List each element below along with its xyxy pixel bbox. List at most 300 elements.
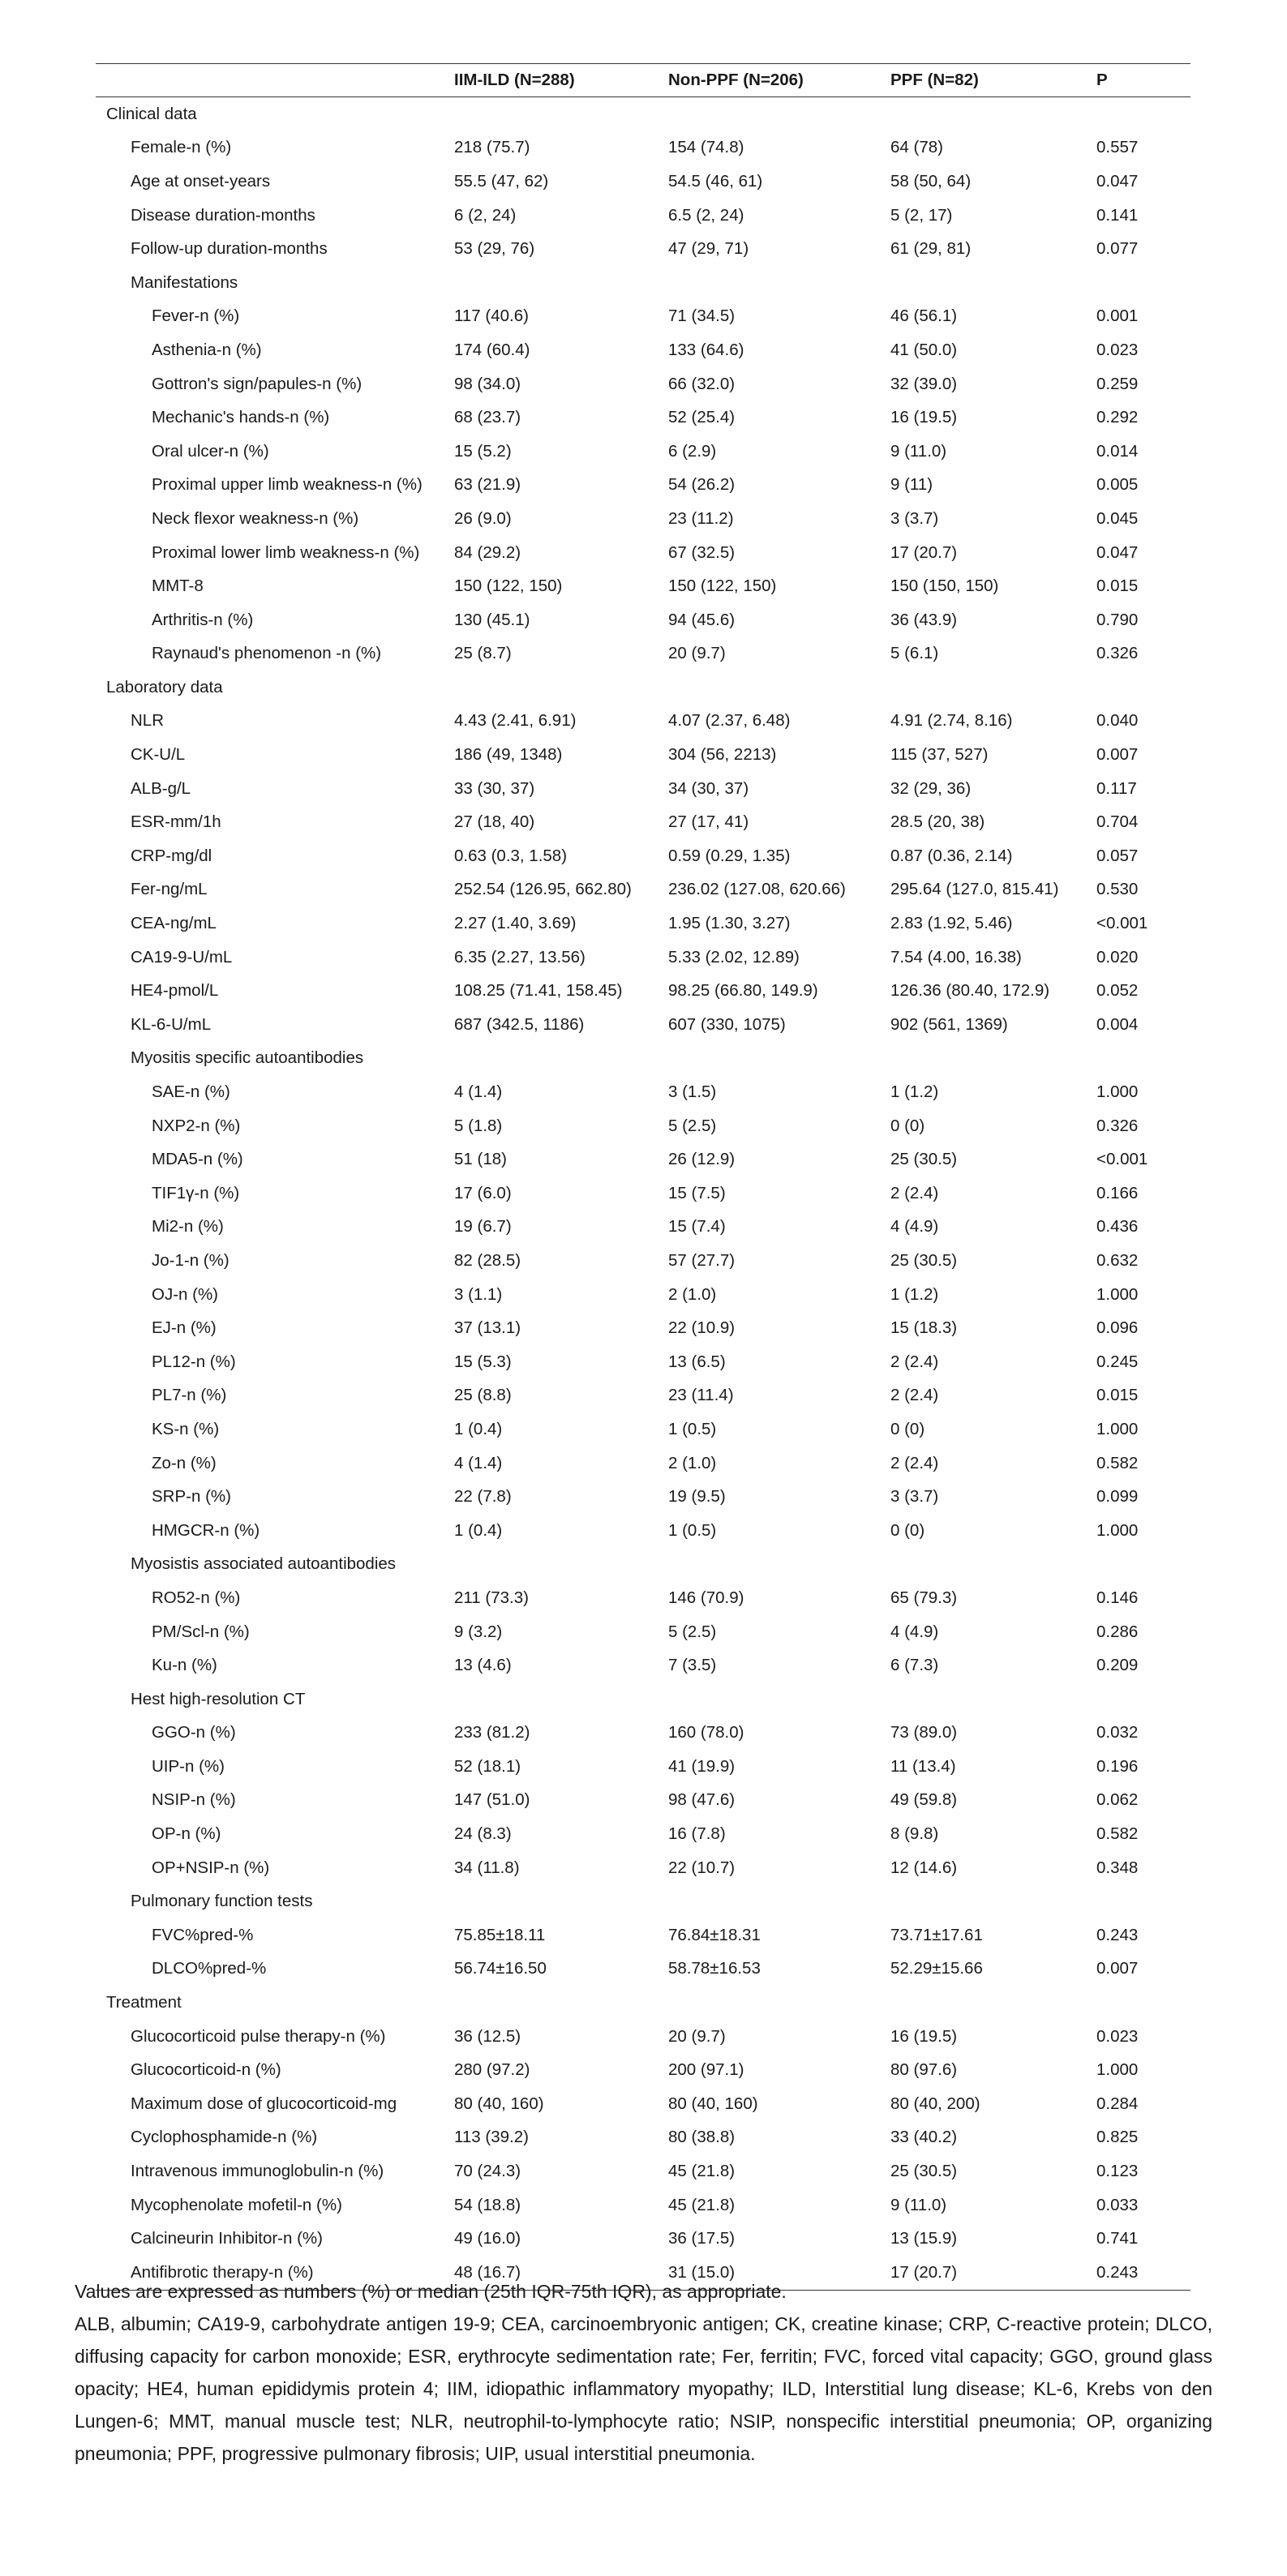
- p-value-cell: [1096, 97, 1190, 131]
- iim-ild-cell: 15 (5.2): [454, 441, 512, 461]
- p-value-cell: 0.062: [1096, 1790, 1139, 1810]
- table-row: [96, 2020, 1190, 2054]
- iim-ild-cell: 19 (6.7): [454, 1217, 512, 1237]
- p-value-cell: 0.209: [1096, 1656, 1139, 1675]
- p-value-cell: [1096, 1548, 1190, 1582]
- variable-cell: GGO-n (%): [152, 1723, 236, 1742]
- table-row: [96, 1952, 1190, 1987]
- ppf-cell: [890, 1042, 1096, 1076]
- non-ppf-cell: 150 (122, 150): [668, 576, 777, 596]
- iim-ild-cell: 25 (8.7): [454, 644, 512, 663]
- ppf-cell: 2 (2.4): [890, 1453, 939, 1472]
- iim-ild-cell: 26 (9.0): [454, 508, 512, 528]
- table-row: [96, 974, 1190, 1008]
- non-ppf-cell: 15 (7.4): [668, 1217, 726, 1237]
- variable-cell: Zo-n (%): [152, 1453, 217, 1472]
- ppf-cell: [890, 671, 1096, 705]
- iim-ild-cell: [454, 97, 668, 131]
- variable-cell: Fer-ng/mL: [131, 880, 208, 899]
- variable-cell: ESR-mm/1h: [131, 812, 221, 832]
- p-value-cell: 0.557: [1096, 138, 1139, 157]
- iim-ild-cell: 49 (16.0): [454, 2229, 521, 2248]
- non-ppf-cell: 4.07 (2.37, 6.48): [668, 711, 791, 731]
- variable-cell: MMT-8: [152, 576, 204, 596]
- ppf-cell: 36 (43.9): [890, 610, 958, 629]
- variable-cell: ALB-g/L: [131, 778, 191, 798]
- table-row: [96, 2222, 1190, 2256]
- non-ppf-cell: 607 (330, 1075): [668, 1014, 786, 1034]
- table-row: [96, 232, 1190, 266]
- variable-cell: FVC%pred-%: [152, 1925, 254, 1944]
- iim-ild-cell: 0.63 (0.3, 1.58): [454, 846, 568, 865]
- table-row: [96, 1244, 1190, 1278]
- p-value-cell: 0.790: [1096, 610, 1139, 629]
- p-value-cell: 0.741: [1096, 2229, 1139, 2248]
- iim-ild-cell: 108.25 (71.41, 158.45): [454, 981, 623, 1001]
- p-value-cell: 0.047: [1096, 171, 1139, 191]
- ppf-cell: [890, 1884, 1096, 1918]
- table-row: [96, 1177, 1190, 1211]
- iim-ild-cell: 17 (6.0): [454, 1183, 512, 1202]
- non-ppf-cell: 2 (1.0): [668, 1284, 717, 1304]
- iim-ild-cell: 2.27 (1.40, 3.69): [454, 914, 577, 933]
- non-ppf-cell: 26 (12.9): [668, 1150, 736, 1169]
- non-ppf-cell: 5.33 (2.02, 12.89): [668, 947, 800, 967]
- data-table: [96, 63, 1190, 2291]
- header-iim-ild: IIM-ILD (N=288): [454, 64, 668, 97]
- p-value-cell: 0.005: [1096, 475, 1139, 495]
- ppf-cell: 0 (0): [890, 1419, 925, 1438]
- table-row: [96, 435, 1190, 469]
- table-row: [96, 1075, 1190, 1109]
- ppf-cell: 0.87 (0.36, 2.14): [890, 846, 1013, 865]
- iim-ild-cell: 687 (342.5, 1186): [454, 1014, 585, 1034]
- ppf-cell: 32 (39.0): [890, 374, 958, 393]
- ppf-cell: 73.71±17.61: [890, 1925, 983, 1944]
- table-row: [96, 300, 1190, 334]
- variable-cell: Jo-1-n (%): [152, 1250, 230, 1270]
- iim-ild-cell: 6 (2, 24): [454, 205, 517, 225]
- p-value-cell: 0.045: [1096, 508, 1139, 528]
- ppf-cell: 126.36 (80.40, 172.9): [890, 981, 1050, 1001]
- table-row: [96, 2188, 1190, 2222]
- non-ppf-cell: 80 (38.8): [668, 2128, 736, 2147]
- values-note: Values are expressed as numbers (%) or median (25th IQR-75th IQR), as appropriate.: [75, 2281, 787, 2302]
- table-row: [96, 401, 1190, 435]
- non-ppf-cell: 57 (27.7): [668, 1250, 736, 1270]
- non-ppf-cell: 5 (2.5): [668, 1622, 717, 1641]
- iim-ild-cell: 1 (0.4): [454, 1419, 503, 1438]
- ppf-cell: 17 (20.7): [890, 542, 958, 562]
- p-value-cell: 0.284: [1096, 2094, 1139, 2113]
- ppf-cell: 2 (2.4): [890, 1183, 939, 1202]
- variable-cell: Antifibrotic therapy-n (%): [96, 2256, 454, 2290]
- table-row: [96, 941, 1190, 975]
- non-ppf-cell: 236.02 (127.08, 620.66): [668, 880, 846, 899]
- iim-ild-cell: 54 (18.8): [454, 2195, 521, 2214]
- ppf-cell: [890, 266, 1096, 300]
- ppf-cell: 9 (11.0): [890, 441, 947, 461]
- iim-ild-cell: 252.54 (126.95, 662.80): [454, 880, 632, 899]
- header-non-ppf: Non-PPF (N=206): [668, 64, 890, 97]
- non-ppf-cell: 23 (11.2): [668, 508, 734, 528]
- variable-cell: PL12-n (%): [152, 1352, 236, 1371]
- variable-cell: Myositis specific autoantibodies: [131, 1048, 364, 1068]
- p-value-cell: 0.096: [1096, 1318, 1139, 1338]
- table-row: [96, 1008, 1190, 1042]
- p-value-cell: 0.004: [1096, 1014, 1139, 1034]
- table-row: [96, 97, 1190, 131]
- variable-cell: Pulmonary function tests: [131, 1892, 313, 1911]
- table-row: [96, 603, 1190, 637]
- variable-cell: Intravenous immunoglobulin-n (%): [131, 2162, 384, 2181]
- p-value-cell: [1096, 1986, 1190, 2020]
- non-ppf-cell: [668, 1884, 890, 1918]
- variable-cell: Mycophenolate mofetil-n (%): [131, 2195, 342, 2214]
- table-row: [96, 738, 1190, 772]
- non-ppf-cell: 200 (97.1): [668, 2060, 744, 2080]
- iim-ild-cell: 68 (23.7): [454, 408, 521, 427]
- ppf-cell: 2 (2.4): [890, 1352, 939, 1371]
- iim-ild-cell: 113 (39.2): [454, 2128, 529, 2147]
- table-row: [96, 873, 1190, 907]
- variable-cell: NSIP-n (%): [152, 1790, 236, 1810]
- table-notes: [75, 2275, 1212, 2470]
- iim-ild-cell: 22 (7.8): [454, 1487, 512, 1507]
- ppf-cell: 1 (1.2): [890, 1284, 939, 1304]
- table-row: [96, 1211, 1190, 1245]
- ppf-cell: 902 (561, 1369): [890, 1014, 1008, 1034]
- p-value-cell: <0.001: [1096, 914, 1148, 933]
- variable-cell: DLCO%pred-%: [152, 1959, 267, 1978]
- non-ppf-cell: 160 (78.0): [668, 1723, 744, 1742]
- p-value-cell: 0.582: [1096, 1453, 1139, 1472]
- non-ppf-cell: 54 (26.2): [668, 475, 736, 495]
- variable-cell: Gottron's sign/papules-n (%): [152, 374, 363, 393]
- table-row: [96, 2121, 1190, 2155]
- ppf-cell: 9 (11.0): [890, 2195, 947, 2214]
- table-row: [96, 333, 1190, 367]
- variable-cell: CEA-ng/mL: [131, 914, 217, 933]
- ppf-cell: 5 (6.1): [890, 644, 939, 663]
- p-value-cell: 0.023: [1096, 2026, 1139, 2046]
- p-value-cell: 0.530: [1096, 880, 1139, 899]
- iim-ild-cell: 80 (40, 160): [454, 2094, 544, 2113]
- iim-ild-cell: 37 (13.1): [454, 1318, 521, 1338]
- ppf-cell: [890, 1682, 1096, 1717]
- variable-cell: Clinical data: [106, 104, 197, 123]
- variable-cell: Laboratory data: [106, 677, 223, 697]
- ppf-cell: [890, 97, 1096, 131]
- p-value-cell: 0.259: [1096, 374, 1139, 393]
- iim-ild-cell: 150 (122, 150): [454, 576, 563, 596]
- variable-cell: Treatment: [106, 1993, 182, 2012]
- iim-ild-cell: 34 (11.8): [454, 1858, 520, 1877]
- iim-ild-cell: 4 (1.4): [454, 1453, 503, 1472]
- table-row: [96, 1379, 1190, 1413]
- header-variable: [96, 64, 454, 97]
- variable-cell: Mi2-n (%): [152, 1217, 224, 1237]
- ppf-cell: 5 (2, 17): [890, 205, 953, 225]
- non-ppf-cell: [668, 671, 890, 705]
- table-body: [96, 97, 1190, 2291]
- variable-cell: OJ-n (%): [152, 1284, 218, 1304]
- iim-ild-cell: 147 (51.0): [454, 1790, 530, 1810]
- table-row: [96, 2053, 1190, 2087]
- variable-cell: Cyclophosphamide-n (%): [131, 2128, 318, 2147]
- iim-ild-cell: 52 (18.1): [454, 1756, 521, 1776]
- non-ppf-cell: [668, 1986, 890, 2020]
- ppf-cell: 33 (40.2): [890, 2128, 958, 2147]
- iim-ild-cell: 15 (5.3): [454, 1352, 512, 1371]
- table-row: [96, 2154, 1190, 2188]
- ppf-cell: 1 (1.2): [890, 1082, 939, 1102]
- p-value-cell: 0.326: [1096, 644, 1139, 663]
- table-row: [96, 469, 1190, 503]
- table-row: [96, 1986, 1190, 2020]
- non-ppf-cell: [668, 1042, 890, 1076]
- non-ppf-cell: 3 (1.5): [668, 1082, 717, 1102]
- non-ppf-cell: 71 (34.5): [668, 306, 736, 326]
- non-ppf-cell: 66 (32.0): [668, 374, 736, 393]
- variable-cell: Asthenia-n (%): [152, 340, 262, 359]
- non-ppf-cell: 6 (2.9): [668, 441, 717, 461]
- table-row: [96, 805, 1190, 839]
- non-ppf-cell: 13 (6.5): [668, 1352, 726, 1371]
- ppf-cell: 13 (15.9): [890, 2229, 958, 2248]
- iim-ild-cell: 70 (24.3): [454, 2162, 521, 2181]
- variable-cell: NXP2-n (%): [152, 1116, 241, 1135]
- variable-cell: UIP-n (%): [152, 1756, 225, 1776]
- iim-ild-cell: 53 (29, 76): [454, 239, 535, 259]
- non-ppf-cell: 36 (17.5): [668, 2229, 736, 2248]
- ppf-cell: 64 (78): [890, 138, 943, 157]
- non-ppf-cell: 6.5 (2, 24): [668, 205, 744, 225]
- ppf-cell: 25 (30.5): [890, 2162, 958, 2181]
- non-ppf-cell: 304 (56, 2213): [668, 745, 777, 765]
- ppf-cell: [890, 1986, 1096, 2020]
- variable-cell: Calcineurin Inhibitor-n (%): [131, 2229, 323, 2248]
- table-row: [96, 266, 1190, 300]
- p-value-cell: 1.000: [1096, 1419, 1139, 1438]
- iim-ild-cell: 48 (16.7): [454, 2256, 668, 2290]
- non-ppf-cell: 146 (70.9): [668, 1588, 744, 1607]
- ppf-cell: 4 (4.9): [890, 1622, 939, 1641]
- ppf-cell: 115 (37, 527): [890, 745, 989, 765]
- iim-ild-cell: [454, 1986, 668, 2020]
- variable-cell: Proximal lower limb weakness-n (%): [152, 542, 420, 562]
- p-value-cell: 0.099: [1096, 1487, 1139, 1507]
- p-value-cell: 0.632: [1096, 1250, 1139, 1270]
- variable-cell: CRP-mg/dl: [131, 846, 212, 865]
- iim-ild-cell: [454, 1548, 668, 1582]
- ppf-cell: 15 (18.3): [890, 1318, 958, 1338]
- ppf-cell: 4.91 (2.74, 8.16): [890, 711, 1013, 731]
- iim-ild-cell: 56.74±16.50: [454, 1959, 547, 1978]
- non-ppf-cell: 52 (25.4): [668, 408, 736, 427]
- p-value-cell: 1.000: [1096, 1284, 1139, 1304]
- table-row: [96, 1682, 1190, 1717]
- variable-cell: TIF1γ-n (%): [152, 1183, 240, 1202]
- ppf-cell: 73 (89.0): [890, 1723, 958, 1742]
- table-row: [96, 1648, 1190, 1682]
- non-ppf-cell: 23 (11.4): [668, 1386, 734, 1405]
- non-ppf-cell: 47 (29, 71): [668, 239, 749, 259]
- ppf-cell: 49 (59.8): [890, 1790, 958, 1810]
- variable-cell: Arthritis-n (%): [152, 610, 254, 629]
- p-value-cell: 0.032: [1096, 1723, 1139, 1742]
- variable-cell: Myosistis associated autoantibodies: [131, 1554, 397, 1574]
- table-row: [96, 637, 1190, 671]
- ppf-cell: 8 (9.8): [890, 1824, 939, 1844]
- non-ppf-cell: 45 (21.8): [668, 2195, 736, 2214]
- non-ppf-cell: 98 (47.6): [668, 1790, 736, 1810]
- iim-ild-cell: 174 (60.4): [454, 340, 530, 359]
- p-value-cell: 0.141: [1096, 205, 1139, 225]
- p-value-cell: 0.146: [1096, 1588, 1139, 1607]
- non-ppf-cell: [668, 1548, 890, 1582]
- non-ppf-cell: 5 (2.5): [668, 1116, 717, 1135]
- p-value-cell: 0.014: [1096, 441, 1139, 461]
- ppf-cell: [890, 1548, 1096, 1582]
- table-row: [96, 1142, 1190, 1177]
- non-ppf-cell: 22 (10.7): [668, 1858, 736, 1877]
- p-value-cell: 0.052: [1096, 981, 1139, 1001]
- p-value-cell: 0.123: [1096, 2162, 1139, 2181]
- non-ppf-cell: 31 (15.0): [668, 2256, 890, 2290]
- iim-ild-cell: 280 (97.2): [454, 2060, 530, 2080]
- non-ppf-cell: [668, 1682, 890, 1717]
- iim-ild-cell: 233 (81.2): [454, 1723, 530, 1742]
- variable-cell: SAE-n (%): [152, 1082, 230, 1102]
- non-ppf-cell: 20 (9.7): [668, 2026, 726, 2046]
- iim-ild-cell: 27 (18, 40): [454, 812, 535, 832]
- variable-cell: RO52-n (%): [152, 1588, 241, 1607]
- non-ppf-cell: 94 (45.6): [668, 610, 736, 629]
- iim-ild-cell: 13 (4.6): [454, 1656, 512, 1675]
- non-ppf-cell: 2 (1.0): [668, 1453, 717, 1472]
- variable-cell: PL7-n (%): [152, 1386, 227, 1405]
- iim-ild-cell: [454, 266, 668, 300]
- iim-ild-cell: [454, 1682, 668, 1717]
- variable-cell: KL-6-U/mL: [131, 1014, 212, 1034]
- p-value-cell: 0.704: [1096, 812, 1139, 832]
- non-ppf-cell: 19 (9.5): [668, 1487, 726, 1507]
- non-ppf-cell: 1 (0.5): [668, 1520, 717, 1540]
- table-row: [96, 1717, 1190, 1751]
- ppf-cell: 11 (13.4): [890, 1756, 956, 1776]
- non-ppf-cell: 1 (0.5): [668, 1419, 717, 1438]
- p-value-cell: 0.001: [1096, 306, 1139, 326]
- table-row: [96, 2087, 1190, 2121]
- p-value-cell: 0.436: [1096, 1217, 1139, 1237]
- ppf-cell: 52.29±15.66: [890, 1959, 983, 1978]
- p-value-cell: 1.000: [1096, 1520, 1139, 1540]
- ppf-cell: 7.54 (4.00, 16.38): [890, 947, 1022, 967]
- p-value-cell: 0.057: [1096, 846, 1139, 865]
- p-value-cell: 0.348: [1096, 1858, 1139, 1877]
- iim-ild-cell: [454, 1884, 668, 1918]
- iim-ild-cell: [454, 671, 668, 705]
- table-row: [96, 1817, 1190, 1851]
- p-value-cell: [1096, 1884, 1190, 1918]
- table-row: [96, 1548, 1190, 1582]
- ppf-cell: 295.64 (127.0, 815.41): [890, 880, 1059, 899]
- iim-ild-cell: 4.43 (2.41, 6.91): [454, 711, 577, 731]
- variable-cell: Disease duration-months: [131, 205, 315, 225]
- table-row: [96, 1918, 1190, 1952]
- ppf-cell: 16 (19.5): [890, 408, 958, 427]
- iim-ild-cell: 3 (1.1): [454, 1284, 503, 1304]
- iim-ild-cell: 84 (29.2): [454, 542, 521, 562]
- ppf-cell: 58 (50, 64): [890, 171, 972, 191]
- ppf-cell: 25 (30.5): [890, 1250, 958, 1270]
- ppf-cell: 80 (97.6): [890, 2060, 958, 2080]
- table-row: [96, 1042, 1190, 1076]
- ppf-cell: 0 (0): [890, 1520, 925, 1540]
- ppf-cell: 6 (7.3): [890, 1656, 939, 1675]
- ppf-cell: 16 (19.5): [890, 2026, 958, 2046]
- table-row: [96, 1514, 1190, 1548]
- non-ppf-cell: 27 (17, 41): [668, 812, 749, 832]
- p-value-cell: 0.007: [1096, 745, 1139, 765]
- ppf-cell: 2.83 (1.92, 5.46): [890, 914, 1013, 933]
- p-value-cell: 0.243: [1096, 1925, 1139, 1944]
- variable-cell: Mechanic's hands-n (%): [152, 408, 330, 427]
- non-ppf-cell: 54.5 (46, 61): [668, 171, 763, 191]
- p-value-cell: <0.001: [1096, 1150, 1148, 1169]
- iim-ild-cell: 24 (8.3): [454, 1824, 512, 1844]
- table-row: [96, 367, 1190, 401]
- variable-cell: Proximal upper limb weakness-n (%): [152, 475, 423, 495]
- variable-cell: OP+NSIP-n (%): [152, 1858, 270, 1877]
- iim-ild-cell: 33 (30, 37): [454, 778, 535, 798]
- ppf-cell: 46 (56.1): [890, 306, 958, 326]
- p-value-cell: 0.033: [1096, 2195, 1139, 2214]
- non-ppf-cell: 76.84±18.31: [668, 1925, 761, 1944]
- variable-cell: OP-n (%): [152, 1824, 221, 1844]
- iim-ild-cell: 55.5 (47, 62): [454, 171, 549, 191]
- p-value-cell: 0.825: [1096, 2128, 1139, 2147]
- p-value-cell: 1.000: [1096, 2060, 1139, 2080]
- variable-cell: HE4-pmol/L: [131, 981, 219, 1001]
- table-row: [96, 199, 1190, 233]
- table-row: [96, 1447, 1190, 1481]
- variable-cell: MDA5-n (%): [152, 1150, 243, 1169]
- iim-ild-cell: 186 (49, 1348): [454, 745, 563, 765]
- non-ppf-cell: 22 (10.9): [668, 1318, 736, 1338]
- variable-cell: Female-n (%): [131, 138, 232, 157]
- p-value-cell: 0.117: [1096, 778, 1137, 798]
- iim-ild-cell: 117 (40.6): [454, 306, 529, 326]
- non-ppf-cell: 20 (9.7): [668, 644, 726, 663]
- table-row: [96, 536, 1190, 570]
- variable-cell: Oral ulcer-n (%): [152, 441, 269, 461]
- table-row: [96, 1311, 1190, 1345]
- table-row: [96, 1480, 1190, 1514]
- non-ppf-cell: 1.95 (1.30, 3.27): [668, 914, 791, 933]
- p-value-cell: [1096, 266, 1190, 300]
- table-row: [96, 1412, 1190, 1447]
- table-row: [96, 1884, 1190, 1918]
- ppf-cell: 28.5 (20, 38): [890, 812, 985, 832]
- iim-ild-cell: [454, 1042, 668, 1076]
- ppf-cell: 61 (29, 81): [890, 239, 972, 259]
- iim-ild-cell: 218 (75.7): [454, 138, 530, 157]
- variable-cell: Glucocorticoid-n (%): [131, 2060, 281, 2080]
- non-ppf-cell: 45 (21.8): [668, 2162, 736, 2181]
- non-ppf-cell: 154 (74.8): [668, 138, 744, 157]
